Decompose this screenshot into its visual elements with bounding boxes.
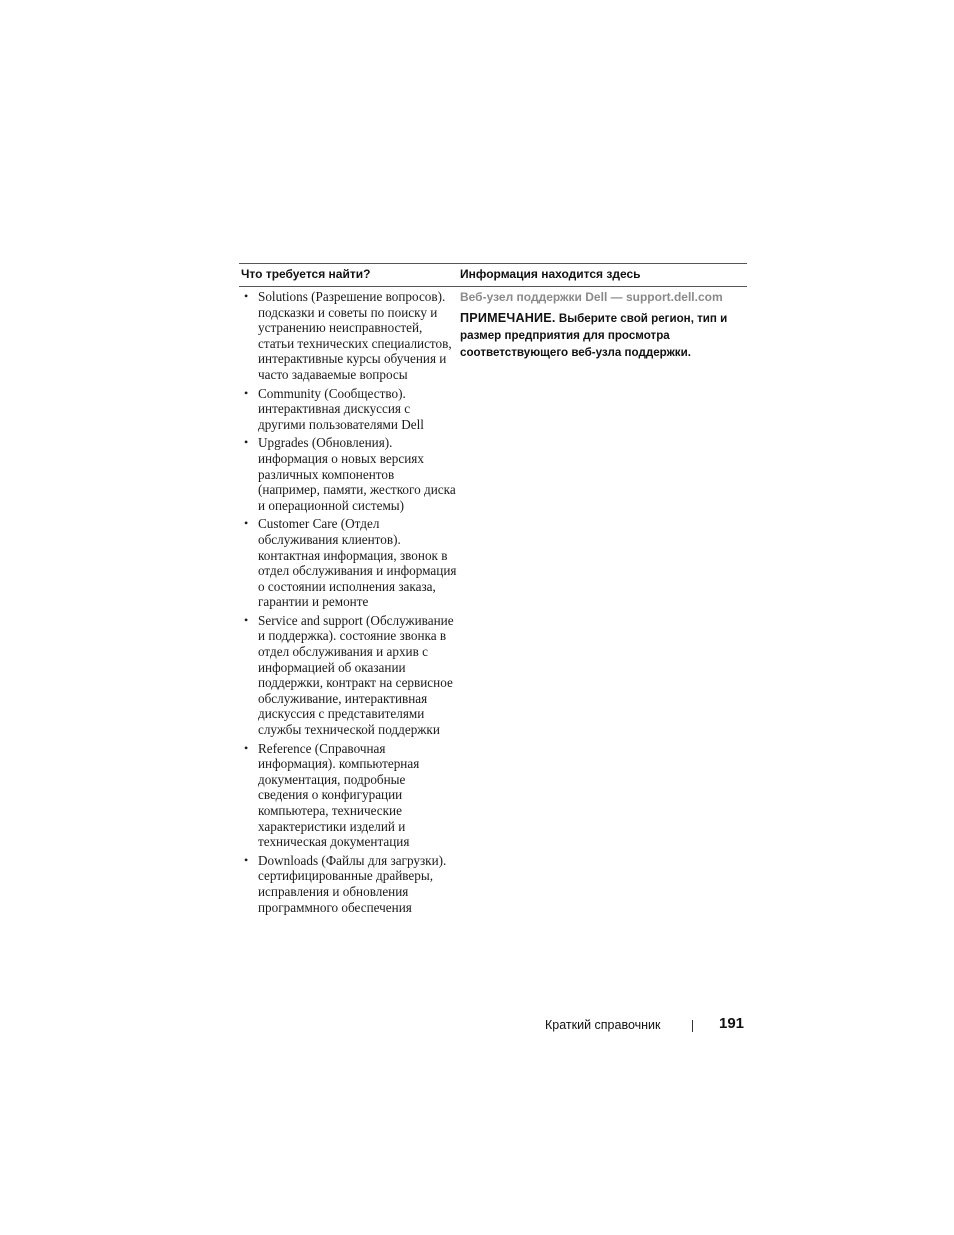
list-item bbox=[239, 516, 457, 610]
header-where-found: Информация находится здесь bbox=[460, 267, 641, 281]
header-what-to-find: Что требуется найти? bbox=[241, 267, 371, 281]
list-item-text: Reference (Справочная информация). компьютерная документация, подробные сведения о конфигурации компьютера, технические характеристики изделий и техническая документация bbox=[258, 740, 420, 850]
note-block bbox=[460, 310, 745, 361]
bullet-icon: • bbox=[244, 740, 249, 755]
footer-title: Краткий справочник bbox=[545, 1018, 661, 1032]
list-item bbox=[239, 853, 457, 915]
list-item-text: Customer Care (Отдел обслуживания клиентов). контактная информация, звонок в отдел обслуживания и информация о состоянии исполнения заказа, гарантии и ремонте bbox=[258, 516, 457, 610]
bullet-icon: • bbox=[244, 385, 249, 400]
note-label: ПРИМЕЧАНИЕ. bbox=[460, 311, 556, 325]
list-item-text: Downloads (Файлы для загрузки). сертифицированные драйверы, исправления и обновления программного обеспечения bbox=[258, 852, 447, 915]
bullet-icon: • bbox=[244, 612, 249, 627]
left-column bbox=[239, 289, 457, 918]
list-item bbox=[239, 741, 457, 850]
note-text: Выберите свой регион, тип и размер предприятия для просмотра соответствующего веб-узла поддержки. bbox=[460, 312, 728, 359]
topic-list bbox=[239, 289, 457, 915]
list-item-text: Upgrades (Обновления). информация о новых версиях различных компонентов (например, памяти, жесткого диска и операционной системы) bbox=[258, 435, 456, 513]
list-item bbox=[239, 613, 457, 738]
bullet-icon: • bbox=[244, 852, 249, 867]
table-top-rule bbox=[239, 263, 747, 264]
page-number: 191 bbox=[719, 1015, 745, 1032]
list-item-text: Service and support (Обслуживание и поддержка). состояние звонка в отдел обслуживания и архив с информацией об оказании поддержки, контракт на сервисное обслуживание, интерактивная дискуссия с представителями службы технической поддержки bbox=[258, 612, 454, 738]
bullet-icon: • bbox=[244, 289, 249, 303]
header-rule bbox=[239, 286, 747, 287]
page-footer bbox=[545, 1014, 745, 1034]
list-item-text: Community (Сообщество). интерактивная дискуссия с другими пользователями Dell bbox=[258, 385, 424, 432]
bullet-icon: • bbox=[244, 516, 249, 531]
bullet-icon: • bbox=[244, 435, 249, 450]
list-item bbox=[239, 386, 457, 433]
support-site-link[interactable]: Веб-узел поддержки Dell — support.dell.com bbox=[460, 290, 723, 304]
footer-separator bbox=[692, 1020, 693, 1032]
list-item bbox=[239, 289, 457, 383]
right-column bbox=[460, 289, 745, 361]
list-item bbox=[239, 435, 457, 513]
list-item-text: Solutions (Разрешение вопросов). подсказки и советы по поиску и устранению неисправностей, статьи технических специалистов, интерактивные курсы обучения и часто задаваемые вопросы bbox=[258, 289, 452, 382]
